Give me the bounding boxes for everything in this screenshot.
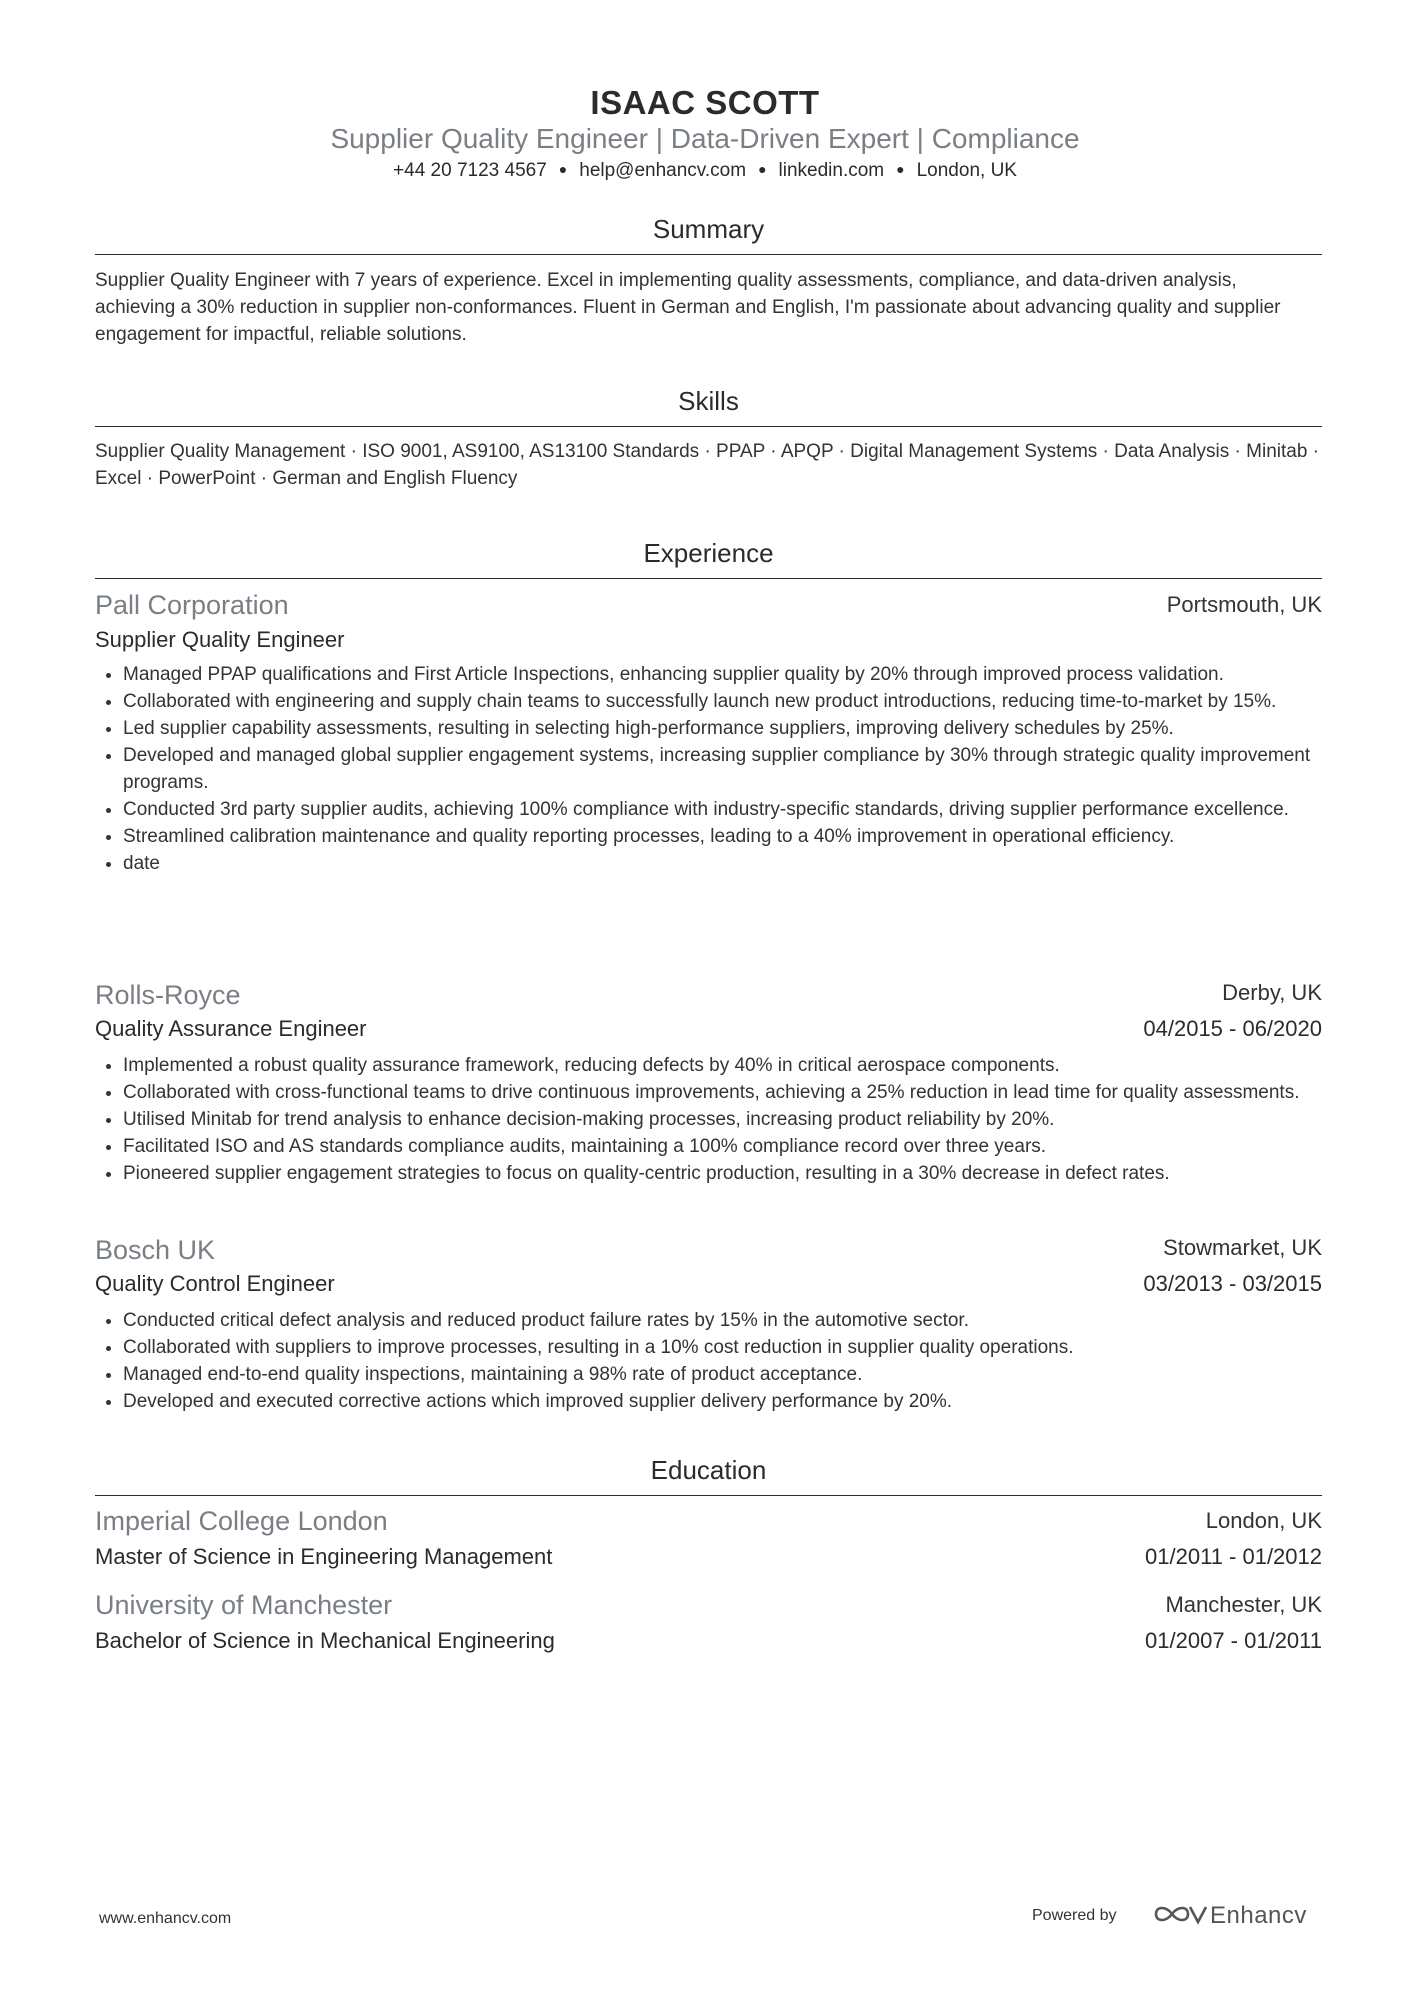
phone: +44 20 7123 4567 [393,160,547,181]
summary-heading: Summary [652,214,765,244]
location: London, UK [916,160,1017,181]
job-role: Quality Assurance Engineer [95,1016,367,1041]
job-bullets [95,1307,1322,1415]
list-item: • Managed PPAP qualifications and First Article Inspections, enhancing supplier quality by 20% through improved process validation. [123,661,1322,688]
email-link[interactable]: help@enhancv.com [579,160,747,181]
candidate-title: Supplier Quality Engineer | Data-Driven Expert | Compliance [330,123,1080,154]
degree: Bachelor of Science in Mechanical Engineering [95,1628,555,1653]
school-name: University of Manchester [95,1590,393,1620]
enhancv-brand: Enhancv [1210,1902,1307,1929]
job-location: Portsmouth, UK [1166,592,1322,617]
section-divider [95,426,1322,427]
job-header [95,590,1322,624]
job-location: Derby, UK [1222,980,1322,1005]
list-item: • Developed and executed corrective actions which improved supplier delivery performance by 20%. [123,1388,1322,1415]
job-header [95,980,1322,1014]
list-item: • Utilised Minitab for trend analysis to enhance decision-making processes, increasing product reliability by 20%. [123,1106,1322,1133]
list-item: • Streamlined calibration maintenance and quality reporting processes, leading to a 40% improvement in operational efficiency. [123,823,1322,850]
job-dates: 03/2013 - 03/2015 [1143,1271,1322,1296]
job-bullets [95,661,1322,877]
list-item: • Implemented a robust quality assurance framework, reducing defects by 40% in critical aerospace components. [123,1052,1322,1079]
summary-text: Supplier Quality Engineer with 7 years of experience. Excel in implementing quality assessments, compliance, and data-driven analysis, achieving a 30% reduction in supplier non-conformances. Fluent in German and English, I'm passionate about advancing quality and supplier engagement for impactful, reliable solutions. [95,270,1281,345]
list-item: • date [123,850,1322,877]
job-dates: 04/2015 - 06/2020 [1143,1016,1322,1041]
job-role: Quality Control Engineer [95,1271,335,1296]
contact-line [0,160,1410,182]
list-item: • Collaborated with suppliers to improve processes, resulting in a 10% cost reduction in supplier quality operations. [123,1334,1322,1361]
skills-text: Supplier Quality Management · ISO 9001, AS9100, AS13100 Standards · PPAP · APQP · Digital Management Systems · Data Analysis · Minitab · Excel · PowerPoint · German and English Fluency [95,441,1320,489]
section-divider [95,254,1322,255]
company-name: Rolls-Royce [95,980,241,1010]
company-name: Pall Corporation [95,590,289,620]
section-divider [95,578,1322,579]
list-item: • Pioneered supplier engagement strategies to focus on quality-centric production, resulting in a 30% decrease in defect rates. [123,1160,1322,1187]
education-degree-row [95,1628,1322,1662]
job-location: Stowmarket, UK [1163,1235,1322,1260]
list-item: • Managed end-to-end quality inspections, maintaining a 98% rate of product acceptance. [123,1361,1322,1388]
education-dates: 01/2011 - 01/2012 [1145,1544,1322,1569]
separator-dot: ● [758,161,767,177]
job-role: Supplier Quality Engineer [95,627,345,652]
section-divider [95,1495,1322,1496]
school-location: Manchester, UK [1165,1592,1322,1617]
list-item: • Collaborated with cross-functional teams to drive continuous improvements, achieving a 25% reduction in lead time for quality assessments. [123,1079,1322,1106]
list-item: • Developed and managed global supplier engagement systems, increasing supplier compliance by 30% through strategic quality improvement programs. [123,742,1322,796]
candidate-name: ISAAC SCOTT [590,84,820,121]
powered-by-label: Powered by [1032,1907,1117,1924]
job-role-row [95,1271,1322,1305]
education-header [95,1590,1322,1624]
list-item: • Led supplier capability assessments, resulting in selecting high-performance suppliers, improving delivery schedules by 25%. [123,715,1322,742]
education-heading: Education [650,1455,767,1485]
separator-dot: ● [558,161,568,177]
skills-heading: Skills [678,386,739,416]
job-bullets [95,1052,1322,1187]
job-role-row [95,627,1322,661]
education-dates: 01/2007 - 01/2011 [1145,1628,1322,1653]
list-item: • Collaborated with engineering and supply chain teams to successfully launch new product introductions, reducing time-to-market by 15%. [123,688,1322,715]
education-degree-row [95,1544,1322,1578]
list-item: • Conducted critical defect analysis and reduced product failure rates by 15% in the automotive sector. [123,1307,1322,1334]
list-item: • Facilitated ISO and AS standards compliance audits, maintaining a 100% compliance record over three years. [123,1133,1322,1160]
job-role-row [95,1016,1322,1050]
school-name: Imperial College London [95,1506,388,1536]
experience-heading: Experience [643,538,774,568]
linkedin-link[interactable]: linkedin.com [778,160,885,181]
footer-url-link[interactable]: www.enhancv.com [99,1910,232,1927]
education-header [95,1506,1322,1540]
job-header [95,1235,1322,1269]
separator-dot: ● [896,161,905,177]
company-name: Bosch UK [95,1235,216,1265]
list-item: • Conducted 3rd party supplier audits, achieving 100% compliance with industry-specific standards, driving supplier performance excellence. [123,796,1322,823]
degree: Master of Science in Engineering Management [95,1544,553,1569]
school-location: London, UK [1205,1508,1322,1533]
